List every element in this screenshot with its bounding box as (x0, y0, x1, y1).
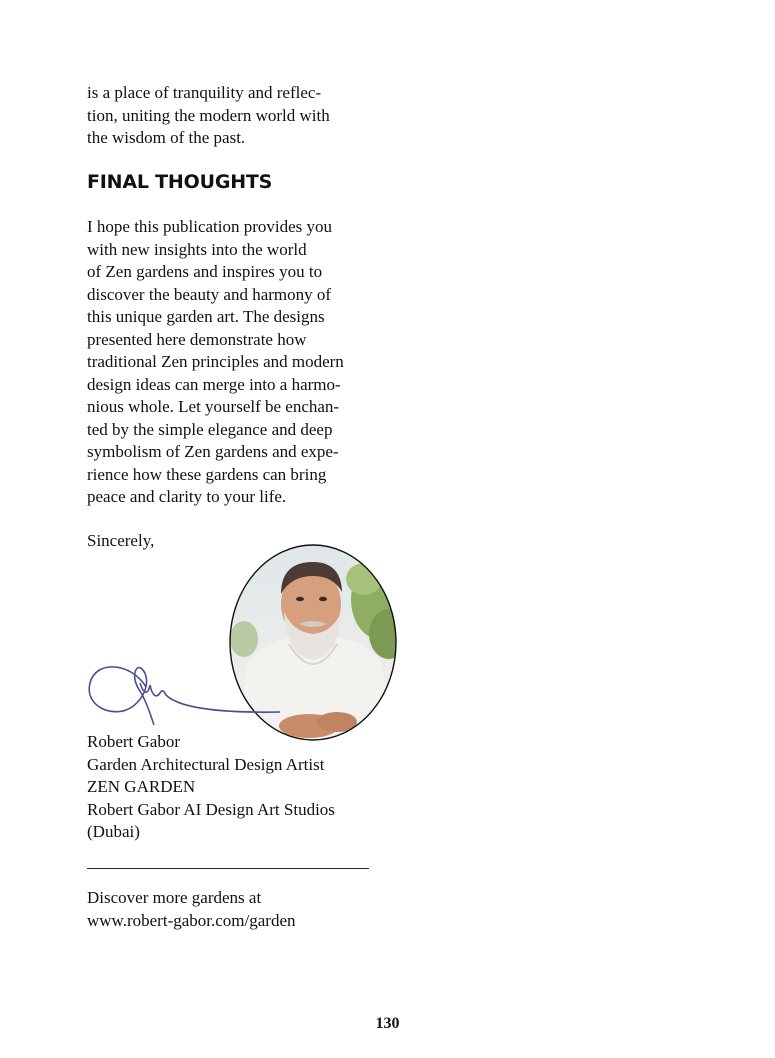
author-studio: Robert Gabor AI Design Art Studios (87, 799, 335, 819)
text-line: with new insights into the world (87, 239, 307, 259)
text-line: Discover more gardens at (87, 888, 262, 907)
text-line: traditional Zen principles and modern (87, 352, 344, 371)
section-heading: FINAL THOUGHTS (87, 171, 273, 193)
text-line: design ideas can merge into a harmo- (87, 374, 341, 394)
text-line: is a place of tranquility and reflec- (87, 83, 322, 102)
text-line: presented here demonstrate how (87, 329, 307, 349)
website-link[interactable]: www.robert-gabor.com/garden (87, 910, 296, 930)
text-line: rience how these gardens can bring (87, 464, 327, 484)
text-line: Sincerely, (87, 531, 155, 550)
author-project: ZEN GARDEN (87, 777, 196, 796)
text-line: nious whole. Let yourself be enchan- (87, 397, 340, 416)
signature-block (87, 731, 377, 844)
text-line: the wisdom of the past. (87, 128, 246, 147)
text-line: of Zen gardens and inspires you to (87, 262, 323, 281)
text-line: tion, uniting the modern world with (87, 105, 330, 125)
footer-note (87, 887, 377, 932)
author-name: Robert Gabor (87, 732, 181, 751)
author-location: (Dubai) (87, 822, 140, 841)
text-line: symbolism of Zen gardens and expe- (87, 442, 339, 461)
signature (84, 655, 284, 735)
text-line: this unique garden art. The designs (87, 307, 325, 326)
text-line: ted by the simple elegance and deep (87, 419, 333, 439)
text-line: I hope this publication provides you (87, 217, 333, 236)
divider (87, 868, 369, 869)
intro-paragraph (87, 82, 377, 150)
text-line: peace and clarity to your life. (87, 487, 287, 506)
body-paragraph (87, 216, 377, 509)
text-line: discover the beauty and harmony of (87, 284, 332, 304)
author-role: Garden Architectural Design Artist (87, 754, 325, 774)
page-number: 130 (375, 1015, 400, 1032)
